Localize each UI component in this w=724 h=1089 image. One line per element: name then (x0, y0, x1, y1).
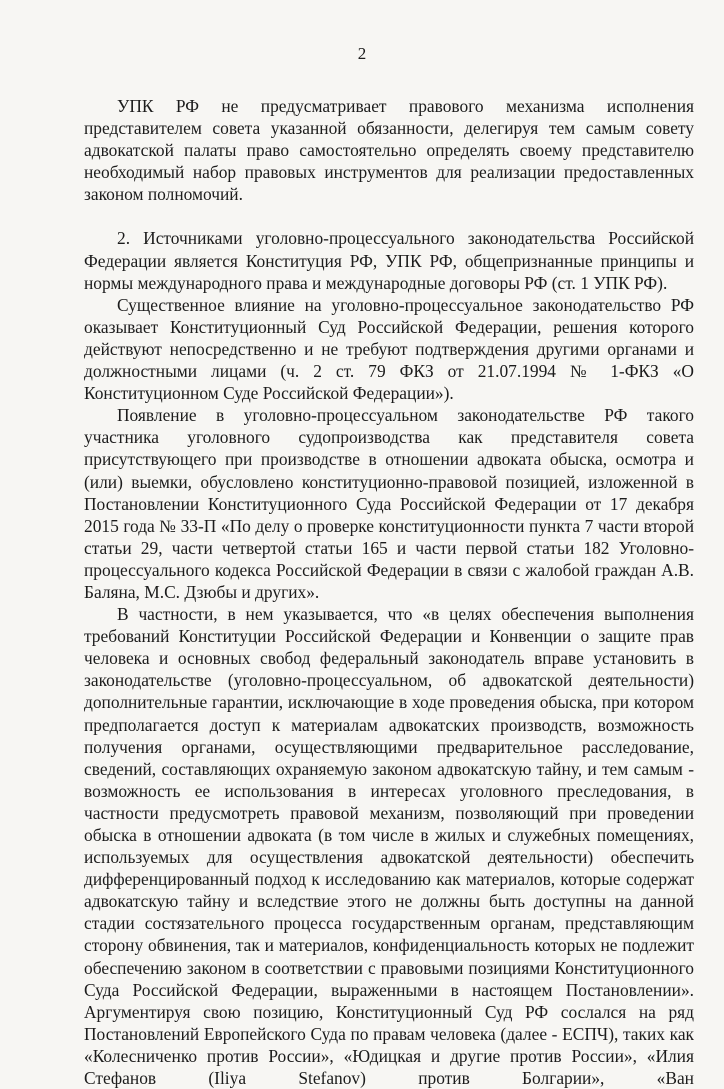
document-body (84, 95, 694, 1089)
paragraph-5: В частности, в нем указывается, что «в целях обеспечения выполнения требований Конституции Российской Федерации и Конвенции о защите прав человека и основных свобод федеральный законодатель вправе установить в законодательстве (уголовно-процессуальном, об адвокатской деятельности) дополнительные гарантии, исключающие в ходе проведения обыска, при котором предполагается доступ к материалам адвокатских производств, возможность получения органами, осуществляющими предварительное расследование, сведений, составляющих охраняемую законом адвокатскую тайну, и тем самым - возможность ее использования в интересах уголовного преследования, в частности предусмотреть правовой механизм, позволяющий при проведении обыска в отношении адвоката (в том числе в жилых и служебных помещениях, используемых для осуществления адвокатской деятельности) обеспечить дифференцированный подход к исследованию как материалов, которые содержат адвокатскую тайну и вследствие этого не должны быть доступны на данной стадии состязательного процесса государственным органам, представляющим сторону обвинения, так и материалов, конфиденциальность которых не подлежит обеспечению законом в соответствии с правовыми позициями Конституционного Суда Российской Федерации, выраженными в настоящем Постановлении». Аргументируя свою позицию, Конституционный Суд РФ сослался на ряд Постановлений Европейского Суда по правам человека (далее - ЕСПЧ), таких как «Колесниченко против России», «Юдицкая и другие против России», «Илия Стефанов (Iliya Stefanov) против Болгарии», «Ван (84, 604, 694, 1089)
paragraph-3: Существенное влияние на уголовно-процессуальное законодательство РФ оказывает Конституционный Суд Российской Федерации, решения которого действуют непосредственно и не требуют подтверждения другими органами и должностными лицами (ч. 2 ст. 79 ФКЗ от 21.07.1994 № 1-ФКЗ «О Конституционном Суде Российской Федерации»). (84, 294, 694, 404)
paragraph-2: 2. Источниками уголовно-процессуального законодательства Российской Федерации является Конституция РФ, УПК РФ, общепризнанные принципы и нормы международного права и международные договоры РФ (ст. 1 УПК РФ). (84, 228, 694, 293)
paragraph-4: Появление в уголовно-процессуальном законодательстве РФ такого участника уголовного судопроизводства как представителя совета присутствующего при производстве в отношении адвоката обыска, осмотра и (или) выемки, обусловлено конституционно-правовой позицией, изложенной в Постановлении Конституционного Суда Российской Федерации от 17 декабря 2015 года № 33-П «По делу о проверке конституционности пункта 7 части второй статьи 29, части четвертой статьи 165 и части первой статьи 182 Уголовно-процессуального кодекса Российской Федерации в связи с жалобой граждан А.В. Баляна, М.С. Дзюбы и других». (84, 405, 694, 602)
page-number: 2 (357, 44, 367, 63)
paragraph-1: УПК РФ не предусматривает правового механизма исполнения представителем совета указанной обязанности, делегируя тем самым совету адвокатской палаты право самостоятельно определять своему представителю необходимый набор правовых инструментов для реализации предоставленных законом полномочий. (84, 96, 694, 205)
